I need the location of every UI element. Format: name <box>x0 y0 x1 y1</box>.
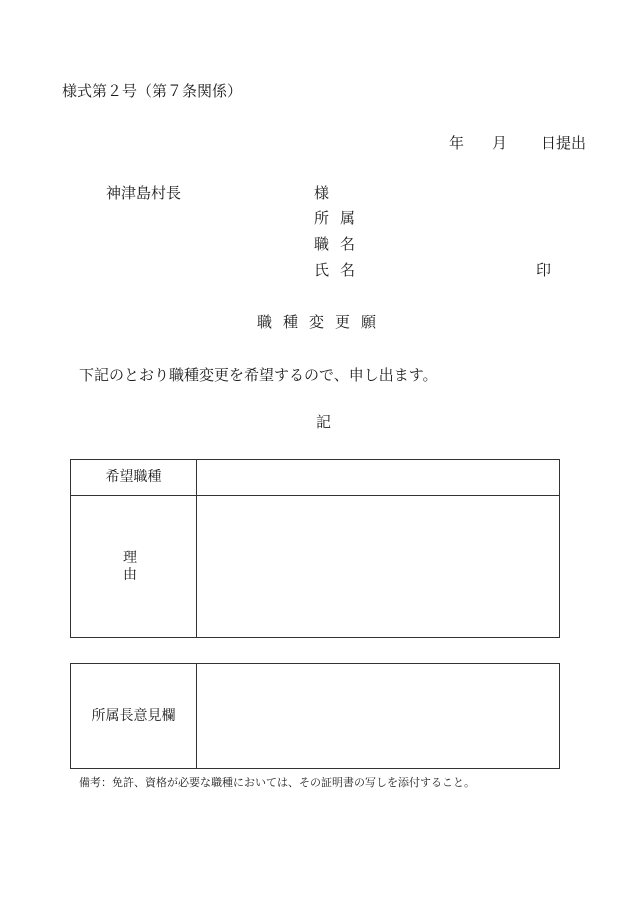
supervisor-opinion-table <box>70 663 560 769</box>
ki-label: 記 <box>316 413 332 431</box>
name-label: 氏名 <box>314 261 367 279</box>
date-day-submitted-label: 日提出 <box>541 134 587 152</box>
document-title: 職種変更願 <box>257 313 388 331</box>
reason-row <box>71 495 559 637</box>
desired-post-label: 希望職種 <box>71 460 197 495</box>
addressee-name: 神津島村長 <box>106 184 182 202</box>
affiliation-label: 所属 <box>314 209 367 227</box>
form-number: 様式第２号（第７条関係） <box>62 82 243 100</box>
addressee-honorific: 様 <box>314 184 330 202</box>
post-label: 職名 <box>314 235 367 253</box>
date-year-label: 年 <box>449 134 465 152</box>
footnote: 備考：免許、資格が必要な職種においては、その証明書の写しを添付すること。 <box>79 776 475 789</box>
supervisor-opinion-field[interactable] <box>197 664 559 768</box>
date-month-label: 月 <box>492 134 508 152</box>
desired-post-row <box>71 460 559 495</box>
supervisor-opinion-label: 所属長意見欄 <box>71 664 197 768</box>
seal-label: 印 <box>536 261 552 279</box>
application-table <box>70 459 560 638</box>
supervisor-opinion-row <box>71 664 559 768</box>
reason-label: 理由 <box>123 549 189 583</box>
desired-post-field[interactable] <box>197 460 559 495</box>
reason-field[interactable] <box>197 496 559 637</box>
intro-text: 下記のとおり職種変更を希望するので、申し出ます。 <box>79 366 438 384</box>
